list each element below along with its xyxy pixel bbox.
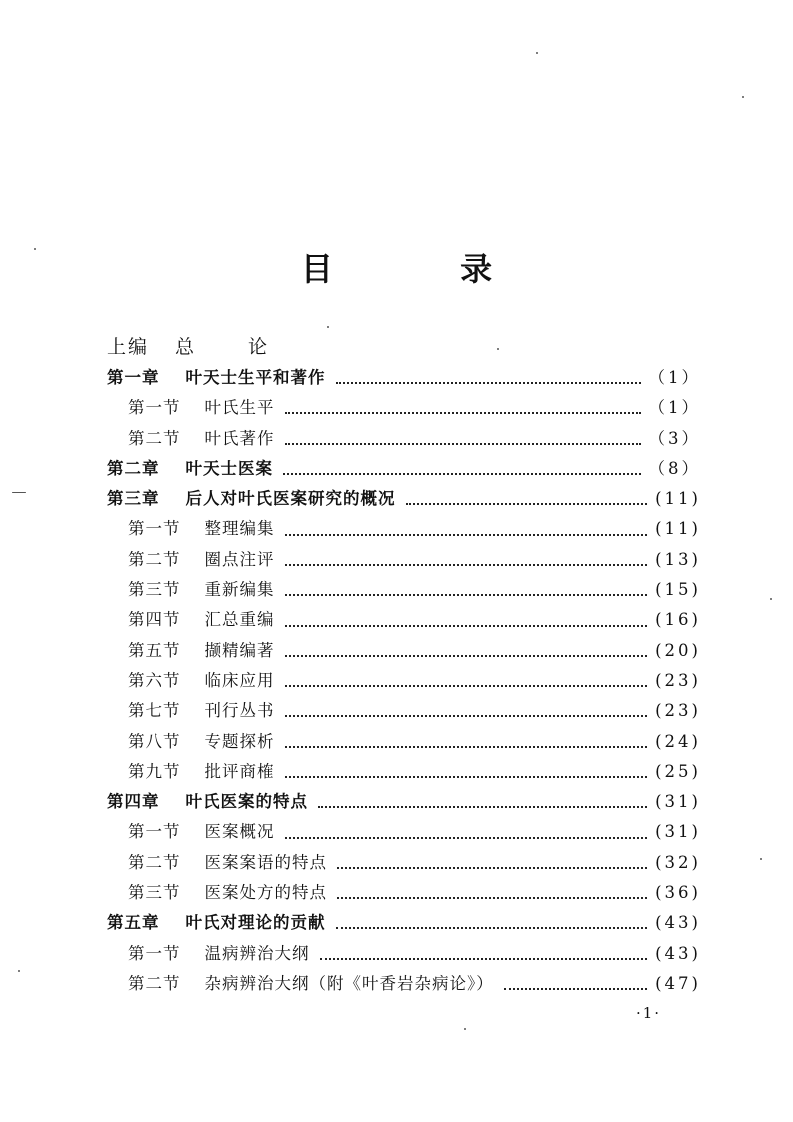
toc-entry-title: 医案处方的特点 [204, 883, 327, 903]
dot-leader [285, 774, 648, 778]
toc-entry-page: (11) [655, 519, 701, 539]
toc-entry-page: (43) [655, 913, 701, 933]
toc-section-entry [0, 575, 793, 605]
toc-entry-title: 临床应用 [204, 670, 275, 690]
toc-entry-row [107, 363, 701, 393]
table-of-contents [0, 363, 793, 999]
toc-section-entry [0, 666, 793, 696]
toc-entry-label [128, 666, 275, 696]
dot-leader [406, 501, 648, 505]
toc-entry-row [128, 636, 701, 666]
toc-entry-label [128, 424, 275, 454]
dot-leader [285, 562, 648, 566]
toc-entry-label [128, 969, 494, 999]
toc-entry-label [128, 757, 275, 787]
toc-entry-page: (36) [655, 883, 701, 903]
toc-entry-number: 第二节 [128, 973, 181, 993]
toc-entry-number: 第三节 [128, 883, 181, 903]
dot-leader [336, 380, 641, 384]
toc-entry-label [128, 848, 327, 878]
dot-leader [504, 986, 647, 990]
toc-entry-title: 刊行丛书 [204, 701, 275, 721]
toc-entry-number: 第二章 [107, 458, 160, 478]
toc-entry-page: (23) [655, 670, 701, 690]
toc-entry-page: （1） [648, 368, 701, 387]
toc-entry-title: 重新编集 [204, 580, 275, 600]
scan-speck [12, 492, 26, 493]
toc-entry-title: 叶天士生平和著作 [185, 368, 326, 387]
toc-chapter-entry [0, 787, 793, 817]
toc-section-entry [0, 817, 793, 847]
toc-entry-page: (11) [655, 489, 701, 509]
toc-entry-page: (23) [655, 701, 701, 721]
toc-entry-page: (43) [655, 943, 701, 963]
toc-entry-label [128, 575, 275, 605]
toc-entry-number: 第二节 [128, 549, 181, 569]
toc-entry-title: 汇总重编 [204, 610, 275, 630]
toc-entry-label [107, 787, 308, 817]
toc-entry-row [128, 666, 701, 696]
toc-entry-number: 第四章 [107, 792, 160, 812]
toc-entry-row [107, 908, 701, 938]
dot-leader [320, 956, 648, 960]
toc-entry-page: (47) [655, 973, 701, 993]
dot-leader [285, 713, 648, 717]
toc-section-entry [0, 757, 793, 787]
dot-leader [285, 623, 648, 627]
toc-entry-page: （3） [648, 428, 701, 448]
dot-leader [285, 835, 648, 839]
toc-section-entry [0, 545, 793, 575]
toc-entry-title: 圈点注评 [204, 549, 275, 569]
scan-speck [760, 858, 762, 860]
toc-entry-page: (20) [655, 640, 701, 660]
toc-entry-title: 批评商榷 [204, 761, 275, 781]
toc-entry-page: (32) [655, 852, 701, 872]
toc-entry-number: 第二节 [128, 852, 181, 872]
toc-entry-label [107, 363, 326, 393]
toc-entry-title: 杂病辨治大纲（附《叶香岩杂病论》） [204, 973, 494, 993]
toc-entry-row [128, 393, 701, 423]
scan-speck [536, 52, 538, 54]
dot-leader [337, 865, 647, 869]
dot-leader [285, 653, 648, 657]
toc-entry-label [128, 393, 275, 423]
toc-section-entry [0, 848, 793, 878]
toc-entry-number: 第一节 [128, 398, 181, 418]
toc-section-entry [0, 514, 793, 544]
toc-entry-row [128, 939, 701, 969]
toc-chapter-entry [0, 363, 793, 393]
toc-entry-label [107, 454, 273, 484]
toc-entry-title: 叶氏著作 [204, 428, 275, 448]
scan-speck [464, 1028, 466, 1030]
toc-entry-label [128, 514, 275, 544]
toc-entry-label [128, 817, 275, 847]
toc-entry-title: 医案案语的特点 [204, 852, 327, 872]
scan-speck [770, 598, 772, 600]
toc-entry-row [128, 545, 701, 575]
toc-section-entry [0, 393, 793, 423]
toc-entry-page: (25) [655, 761, 701, 781]
toc-section-entry [0, 696, 793, 726]
toc-entry-label [128, 605, 275, 635]
toc-entry-title: 叶氏对理论的贡献 [185, 913, 326, 933]
toc-section-entry [0, 969, 793, 999]
toc-chapter-entry [0, 454, 793, 484]
toc-entry-number: 第五节 [128, 640, 181, 660]
toc-entry-title: 专题探析 [204, 731, 275, 751]
toc-entry-page: (31) [655, 792, 701, 812]
part-label: 上编 [107, 336, 150, 358]
toc-entry-page: (24) [655, 731, 701, 751]
dot-leader [283, 471, 641, 475]
toc-entry-title: 整理编集 [204, 519, 275, 539]
toc-entry-row [128, 817, 701, 847]
toc-entry-title: 后人对叶氏医案研究的概况 [185, 489, 396, 509]
toc-entry-label [128, 878, 327, 908]
toc-entry-number: 第一节 [128, 943, 181, 963]
dot-leader [337, 895, 647, 899]
page-number: ·1· [636, 1004, 662, 1022]
toc-section-entry [0, 727, 793, 757]
toc-entry-number: 第六节 [128, 670, 181, 690]
toc-entry-row [128, 848, 701, 878]
toc-entry-title: 叶氏生平 [204, 398, 275, 418]
toc-entry-row [128, 696, 701, 726]
scan-speck [742, 96, 744, 98]
part-heading [107, 332, 291, 359]
toc-entry-title: 叶天士医案 [185, 458, 273, 478]
toc-entry-title: 撷精编著 [204, 640, 275, 660]
toc-entry-row [128, 969, 701, 999]
scan-speck [34, 248, 36, 250]
toc-entry-row [128, 757, 701, 787]
toc-entry-row [128, 575, 701, 605]
dot-leader [285, 683, 648, 687]
toc-entry-number: 第五章 [107, 913, 160, 933]
toc-chapter-entry [0, 484, 793, 514]
toc-entry-label [128, 545, 275, 575]
page-title: 目 录 [300, 250, 551, 288]
part-name: 总 论 [175, 336, 292, 358]
toc-entry-label [128, 727, 275, 757]
dot-leader [285, 410, 641, 414]
toc-entry-row [128, 605, 701, 635]
toc-entry-row [107, 484, 701, 514]
toc-entry-page: （1） [648, 398, 701, 418]
toc-entry-number: 第九节 [128, 761, 181, 781]
toc-entry-label [128, 636, 275, 666]
toc-entry-number: 第七节 [128, 701, 181, 721]
toc-section-entry [0, 878, 793, 908]
dot-leader [285, 532, 648, 536]
dot-leader [285, 744, 648, 748]
dot-leader [285, 592, 648, 596]
toc-entry-number: 第一节 [128, 822, 181, 842]
toc-entry-label [107, 908, 326, 938]
toc-entry-row [128, 878, 701, 908]
scan-speck [327, 326, 329, 328]
toc-entry-page: (16) [655, 610, 701, 630]
toc-entry-page: （8） [648, 458, 701, 478]
toc-entry-number: 第三节 [128, 580, 181, 600]
toc-section-entry [0, 605, 793, 635]
dot-leader [318, 804, 647, 808]
toc-entry-number: 第一节 [128, 519, 181, 539]
toc-section-entry [0, 636, 793, 666]
toc-entry-number: 第二节 [128, 428, 181, 448]
toc-section-entry [0, 424, 793, 454]
toc-entry-page: (31) [655, 822, 701, 842]
toc-entry-number: 第八节 [128, 731, 181, 751]
scan-speck [18, 970, 20, 972]
scan-speck [497, 348, 499, 350]
toc-entry-label [107, 484, 396, 514]
toc-chapter-entry [0, 908, 793, 938]
dot-leader [336, 925, 648, 929]
toc-entry-row [128, 514, 701, 544]
toc-entry-title: 医案概况 [204, 822, 275, 842]
toc-entry-title: 温病辨治大纲 [204, 943, 310, 963]
toc-entry-title: 叶氏医案的特点 [185, 792, 308, 812]
toc-entry-label [128, 939, 310, 969]
toc-entry-row [128, 727, 701, 757]
toc-entry-row [107, 787, 701, 817]
toc-entry-row [128, 424, 701, 454]
toc-entry-label [128, 696, 275, 726]
toc-section-entry [0, 939, 793, 969]
toc-entry-number: 第一章 [107, 368, 160, 387]
toc-entry-page: (13) [655, 549, 701, 569]
dot-leader [285, 441, 641, 445]
toc-entry-row [107, 454, 701, 484]
toc-entry-number: 第三章 [107, 489, 160, 509]
toc-entry-page: (15) [655, 580, 701, 600]
toc-entry-number: 第四节 [128, 610, 181, 630]
